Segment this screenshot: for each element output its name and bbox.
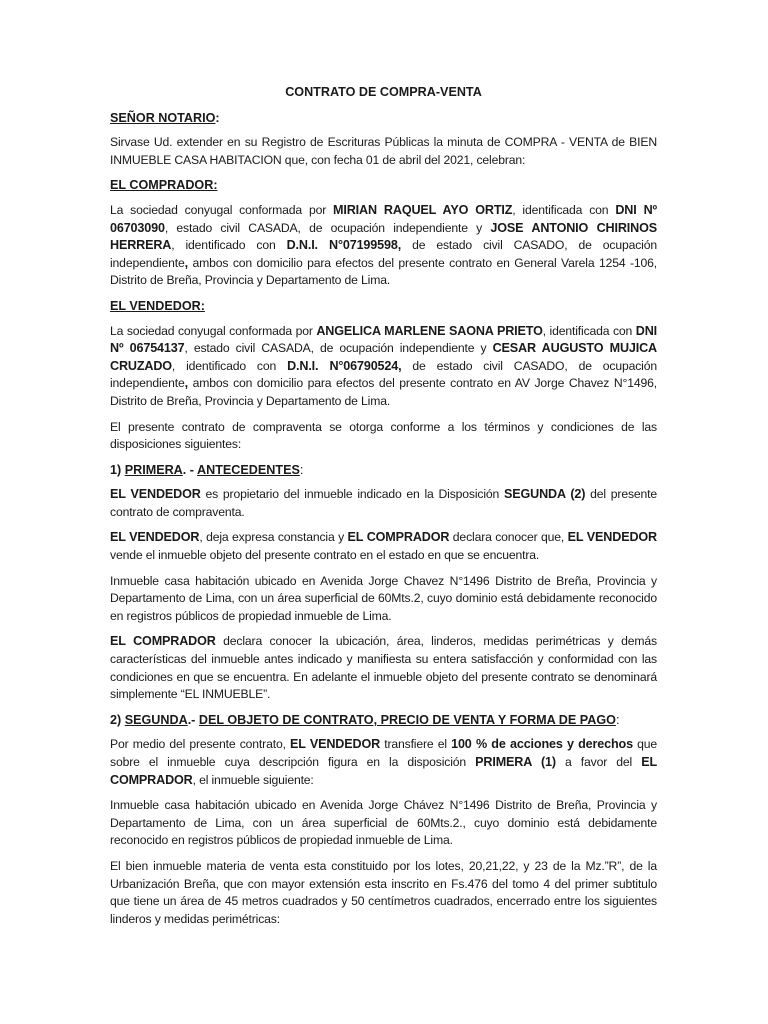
primera-paragraph-1 [110,486,657,521]
clause-colon: : [299,462,304,477]
el-vendedor: EL VENDEDOR [110,487,201,502]
clause-label: PRIMERA [124,462,183,477]
clause-colon: : [615,712,620,727]
text: , identificada con [512,202,616,217]
seller-dni-2: D.N.I. N°06790524, [287,358,402,373]
text: que sobre el inmueble cuya descripción figura en la disposición [110,737,658,769]
text: , el inmueble siguiente: [192,772,314,787]
text: La sociedad conyugal conformada por [110,323,317,338]
document-title: CONTRATO DE COMPRA-VENTA [285,85,482,99]
salutation-text: SEÑOR NOTARIO [110,110,216,125]
vendedor-heading [110,298,657,316]
segunda-ref: SEGUNDA (2) [503,487,586,502]
text: vende el inmueble objeto del presente contrato en el estado en que se encuentra. [110,548,540,563]
bold-comma: , [184,376,188,391]
shares-percent: 100 % de acciones y derechos [451,737,633,752]
clause-number: 1) [110,462,125,477]
text: a favor del [555,755,642,769]
seller-name-2: CESAR AUGUSTO MUJICA CRUZADO [110,341,657,373]
comprador-heading [110,177,657,195]
text: , identificado con [171,238,287,253]
buyer-name-2: JOSE ANTONIO CHIRINOS HERRERA [110,220,657,253]
clause-label: SEGUNDA [124,712,188,727]
vendedor-heading-text: EL VENDEDOR: [110,298,205,313]
bold-comma: , [184,255,188,270]
text: , identificado con [171,358,288,373]
text: , estado civil CASADA, de ocupación independiente y [184,341,493,356]
buyer-name-1: MIRIAN RAQUEL AYO ORTIZ [333,202,513,217]
primera-paragraph-2 [110,529,657,564]
clause-separator: .- [187,712,199,727]
segunda-paragraph-2: Inmueble casa habitación ubicado en Avenida Jorge Chávez N°1496 Distrito de Breña, Provincia y Departamento de Lima, con un área superficial de 60Mts.2., cuyo dominio está debidamente reconocido en registros públicos de propiedad inmueble de Lima. [110,798,657,848]
vendedor-paragraph [110,323,657,411]
clause-segunda-heading [110,712,657,730]
text: de estado civil CASADO, de ocupación independiente [110,358,657,391]
clause-title: ANTECEDENTES [197,462,300,477]
el-comprador: EL COMPRADOR [110,755,658,787]
el-vendedor: EL VENDEDOR [110,530,200,545]
preamble-paragraph: El presente contrato de compraventa se otorga conforme a los términos y condiciones de las disposiciones siguientes: [110,419,657,452]
clause-number: 2) [110,712,125,727]
buyer-dni-2: D.N.I. N°07199598, [286,238,402,253]
buyer-dni-1: DNI Nº 06703090 [110,202,657,235]
el-vendedor: EL VENDEDOR [567,530,657,545]
text: La sociedad conyugal conformada por [110,202,334,217]
clause-separator: . - [182,462,198,477]
seller-dni-1: DNI Nº 06754137 [110,323,657,356]
comprador-heading-text: EL COMPRADOR: [110,178,218,193]
primera-paragraph-3: Inmueble casa habitación ubicado en Avenida Jorge Chavez N°1496 Distrito de Breña, Provincia y Departamento de Lima, con un área superficial de 60Mts.2, cuyo dominio está debidamente reconocido en registros públicos de propiedad inmueble de Lima. [110,573,657,623]
clause-primera-heading [110,462,657,480]
text: , identificada con [542,323,636,338]
text: declara conocer que, [449,530,568,545]
el-comprador: EL COMPRADOR [110,634,216,649]
segunda-paragraph-3: El bien inmueble materia de venta esta constituido por los lotes, 20,21,22, y 23 de la Mz.”R”, de la Urbanización Breña, que con mayor extensión esta inscrito en Fs.476 del tomo 4 del primer subtitulo que tiene un área de 45 metros cuadrados y 50 centímetros cuadrados, encerrado entre los siguientes linderos y medidas perimétricas: [110,858,657,926]
intro-paragraph: Sirvase Ud. extender en su Registro de Escrituras Públicas la minuta de COMPRA - VENTA de BIEN INMUEBLE CASA HABITACION que, con fecha 01 de abril del 2021, celebran: [110,135,657,167]
clause-title: DEL OBJETO DE CONTRATO, PRECIO DE VENTA Y FORMA DE PAGO [198,712,616,727]
text: , estado civil CASADA, de ocupación independiente y [164,220,491,235]
primera-ref: PRIMERA (1) [475,755,556,769]
seller-name-1: ANGELICA MARLENE SAONA PRIETO [316,323,543,338]
text: del presente contrato de compraventa. [110,487,658,519]
segunda-paragraph-1 [110,736,657,789]
el-comprador: EL COMPRADOR [347,530,450,545]
salutation-colon: : [215,110,220,125]
text: de estado civil CASADO, de ocupación independiente [110,238,657,270]
text: es propietario del inmueble indicado en la Disposición [200,487,504,502]
primera-paragraph-4 [110,633,657,703]
text: ambos con domicilio para efectos del presente contrato en AV Jorge Chavez N°1496, Distrito de Breña, Provincia y Departamento de Lima. [110,376,657,408]
el-vendedor: EL VENDEDOR [290,737,381,752]
salutation [110,110,657,128]
text: transfiere el [380,737,452,752]
contract-page [110,84,657,936]
text: Por medio del presente contrato, [110,737,290,752]
text: ambos con domicilio para efectos del presente contrato en General Varela 1254 -106, Distrito de Breña, Provincia y Departamento de Lima. [110,255,657,288]
text: , deja expresa constancia y [199,530,348,545]
text: declara conocer la ubicación, área, linderos, medidas perimétricas y demás características del inmueble antes indicado y manifiesta su entera satisfacción y conformidad con las condiciones en que se encuentra. En adelante el inmueble objeto del presente contrato se denominará simplemente “EL INMUEBLE”. [110,634,658,702]
comprador-paragraph [110,202,657,290]
